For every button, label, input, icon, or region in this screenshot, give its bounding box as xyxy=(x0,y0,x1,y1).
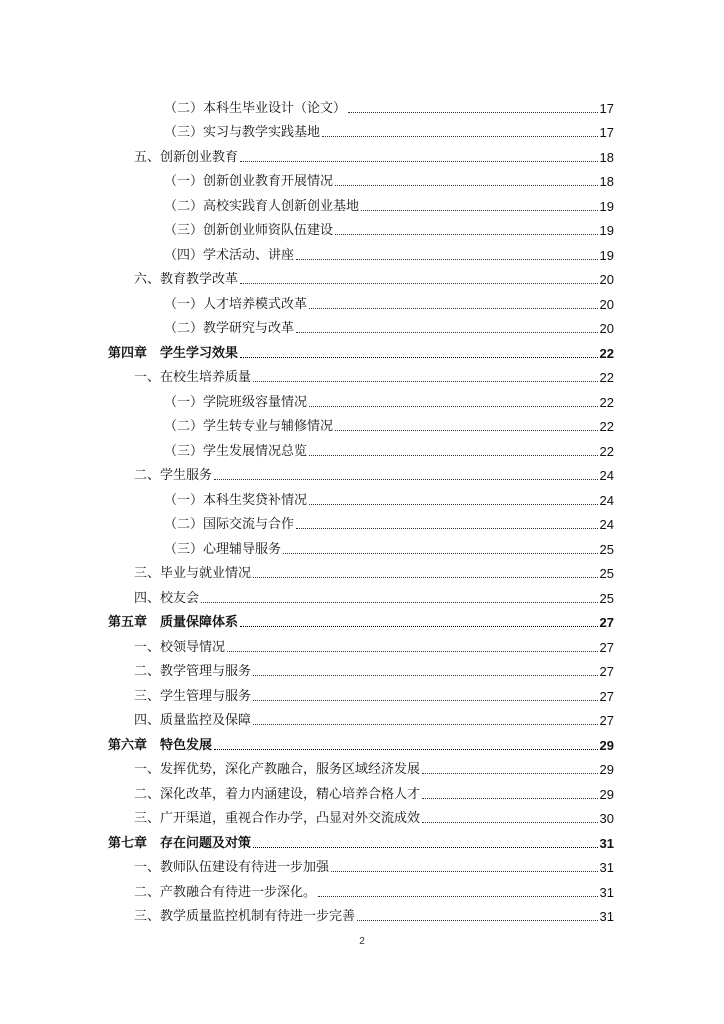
toc-entry-page: 31 xyxy=(599,884,614,900)
toc-entry-page: 27 xyxy=(599,688,614,704)
toc-entry-title: 五、创新创业教育 xyxy=(134,149,239,165)
toc-entry[interactable] xyxy=(108,313,614,338)
toc-entry[interactable] xyxy=(108,509,614,534)
toc-entry[interactable] xyxy=(108,680,614,705)
toc-entry[interactable] xyxy=(108,901,614,926)
toc-entry-title: （三）实习与教学实践基地 xyxy=(164,125,321,140)
toc-entry[interactable] xyxy=(108,362,614,387)
dot-leader xyxy=(335,430,598,431)
dot-leader xyxy=(253,700,598,701)
toc-entry-page: 22 xyxy=(599,419,614,434)
toc-entry-title: 三、学生管理与服务 xyxy=(134,688,252,704)
toc-entry-page: 22 xyxy=(599,394,614,410)
toc-entry-title: 第五章 质量保障体系 xyxy=(108,615,239,630)
toc-entry[interactable] xyxy=(108,631,614,656)
toc-entry-title: 三、教学质量监控机制有待进一步完善 xyxy=(134,909,356,924)
toc-entry-title: 一、在校生培养质量 xyxy=(134,370,252,385)
toc-entry-title: 一、校领导情况 xyxy=(134,639,226,655)
toc-entry[interactable] xyxy=(108,239,614,264)
dot-leader xyxy=(309,308,598,309)
toc-entry-page: 19 xyxy=(599,198,614,214)
toc-entry-page: 24 xyxy=(599,492,614,508)
toc-entry-page: 17 xyxy=(599,125,614,140)
toc-entry-page: 24 xyxy=(599,517,614,532)
toc-entry[interactable] xyxy=(108,705,614,730)
toc-entry-page: 18 xyxy=(599,174,614,189)
toc-entry-title: （二）国际交流与合作 xyxy=(164,517,295,532)
dot-leader xyxy=(214,479,598,480)
page-number: 2 xyxy=(359,936,365,947)
dot-leader xyxy=(253,724,598,725)
toc-entry[interactable] xyxy=(108,656,614,681)
toc-entry[interactable] xyxy=(108,166,614,191)
toc-entry-title: 四、校友会 xyxy=(134,590,200,606)
dot-leader xyxy=(309,504,598,505)
toc-entry[interactable] xyxy=(108,386,614,411)
dot-leader xyxy=(227,651,598,652)
toc-entry-title: 一、发挥优势，深化产教融合，服务区域经济发展 xyxy=(134,762,421,777)
toc-entry[interactable] xyxy=(108,141,614,166)
dot-leader xyxy=(296,332,598,333)
toc-entry-page: 22 xyxy=(599,345,614,361)
toc-entry-title: 第四章 学生学习效果 xyxy=(108,345,239,361)
toc-entry[interactable] xyxy=(108,582,614,607)
toc-entry-title: 一、教师队伍建设有待进一步加强 xyxy=(134,860,330,875)
toc-entry[interactable] xyxy=(108,288,614,313)
toc-entry-page: 22 xyxy=(599,370,614,385)
toc-entry-page: 20 xyxy=(599,272,614,287)
toc-entry-title: （三）心理辅导服务 xyxy=(164,541,282,557)
dot-leader xyxy=(240,357,598,358)
dot-leader xyxy=(422,798,598,799)
dot-leader xyxy=(253,381,598,382)
toc-entry-page: 20 xyxy=(599,321,614,336)
dot-leader xyxy=(361,210,598,211)
toc-entry-page: 17 xyxy=(599,100,614,116)
dot-leader xyxy=(201,602,598,603)
toc-entry-page: 19 xyxy=(599,223,614,238)
toc-entry-page: 29 xyxy=(599,737,614,753)
toc-entry[interactable] xyxy=(108,190,614,215)
toc-entry-title: 二、产教融合有待进一步深化。 xyxy=(134,884,317,900)
dot-leader xyxy=(240,161,598,162)
dot-leader xyxy=(422,773,598,774)
dot-leader xyxy=(296,259,598,260)
toc-entry-title: 二、教学管理与服务 xyxy=(134,664,252,679)
toc-entry-page: 25 xyxy=(599,541,614,557)
toc-entry-title: （一）创新创业教育开展情况 xyxy=(164,174,334,189)
toc-entry-title: （二）高校实践育人创新创业基地 xyxy=(164,198,360,214)
toc-entry-title: （一）人才培养模式改革 xyxy=(164,296,308,312)
toc-entry-title: （一）本科生奖贷补情况 xyxy=(164,492,308,508)
toc-entry[interactable] xyxy=(108,411,614,436)
toc-entry[interactable] xyxy=(108,460,614,485)
dot-leader xyxy=(240,626,598,627)
toc-entry-page: 18 xyxy=(599,149,614,165)
toc-entry-page: 27 xyxy=(599,639,614,655)
toc-entry-title: 三、广开渠道，重视合作办学，凸显对外交流成效 xyxy=(134,811,421,826)
toc-entry-page: 24 xyxy=(599,468,614,483)
toc-entry-page: 20 xyxy=(599,296,614,312)
toc-entry[interactable] xyxy=(108,754,614,779)
toc-entry[interactable] xyxy=(108,533,614,558)
dot-leader xyxy=(331,871,598,872)
toc-chapter-entry[interactable] xyxy=(108,729,614,754)
toc-entry-page: 19 xyxy=(599,247,614,263)
toc-entry-title: （二）本科生毕业设计（论文） xyxy=(164,100,347,116)
toc-entry-title: 六、教育教学改革 xyxy=(134,272,239,287)
toc-entry-page: 27 xyxy=(599,615,614,630)
toc-entry[interactable] xyxy=(108,803,614,828)
toc-entry-title: （四）学术活动、讲座 xyxy=(164,247,295,263)
toc-entry-title: （二）学生转专业与辅修情况 xyxy=(164,419,334,434)
toc-entry-page: 22 xyxy=(599,443,614,459)
toc-entry[interactable] xyxy=(108,215,614,240)
dot-leader xyxy=(322,136,598,137)
toc-entry[interactable] xyxy=(108,264,614,289)
toc-entry-page: 27 xyxy=(599,713,614,728)
toc-entry-title: （二）教学研究与改革 xyxy=(164,321,295,336)
toc-entry-page: 31 xyxy=(599,860,614,875)
toc-chapter-entry[interactable] xyxy=(108,337,614,362)
toc-entry[interactable] xyxy=(108,558,614,583)
toc-entry[interactable] xyxy=(108,778,614,803)
toc-entry-title: （一）学院班级容量情况 xyxy=(164,394,308,410)
dot-leader xyxy=(309,455,598,456)
dot-leader xyxy=(335,234,598,235)
toc-entry[interactable] xyxy=(108,852,614,877)
toc-entry-page: 30 xyxy=(599,811,614,826)
toc-chapter-entry[interactable] xyxy=(108,607,614,632)
toc-entry-page: 25 xyxy=(599,590,614,606)
dot-leader xyxy=(318,896,598,897)
toc-entry[interactable] xyxy=(108,876,614,901)
toc-entry-page: 31 xyxy=(599,835,614,851)
dot-leader xyxy=(335,185,598,186)
dot-leader xyxy=(357,920,598,921)
toc-entry-page: 29 xyxy=(599,762,614,777)
toc-entry-page: 27 xyxy=(599,664,614,679)
toc-entry-title: 第七章 存在问题及对策 xyxy=(108,835,252,851)
dot-leader xyxy=(422,822,598,823)
dot-leader xyxy=(253,675,598,676)
toc-chapter-entry[interactable] xyxy=(108,827,614,852)
toc-entry-page: 31 xyxy=(599,909,614,924)
toc-entry-title: （三）创新创业师资队伍建设 xyxy=(164,223,334,238)
toc-entry-title: 四、质量监控及保障 xyxy=(134,713,252,728)
toc-entry[interactable] xyxy=(108,484,614,509)
toc-entry[interactable] xyxy=(108,92,614,117)
dot-leader xyxy=(283,553,598,554)
dot-leader xyxy=(253,847,598,848)
dot-leader xyxy=(253,577,598,578)
toc-entry-title: 二、学生服务 xyxy=(134,468,213,483)
toc-entry-title: 三、毕业与就业情况 xyxy=(134,566,252,581)
toc-entry-title: 二、深化改革，着力内涵建设，精心培养合格人才 xyxy=(134,786,421,802)
dot-leader xyxy=(309,406,598,407)
toc-entry-title: （三）学生发展情况总览 xyxy=(164,443,308,459)
toc-entry-page: 29 xyxy=(599,786,614,802)
toc-entry[interactable] xyxy=(108,435,614,460)
table-of-contents xyxy=(108,92,614,925)
dot-leader xyxy=(240,283,598,284)
toc-entry[interactable] xyxy=(108,117,614,142)
dot-leader xyxy=(348,112,598,113)
toc-entry-page: 25 xyxy=(599,566,614,581)
dot-leader xyxy=(296,528,598,529)
toc-entry-title: 第六章 特色发展 xyxy=(108,737,213,753)
dot-leader xyxy=(214,749,598,750)
